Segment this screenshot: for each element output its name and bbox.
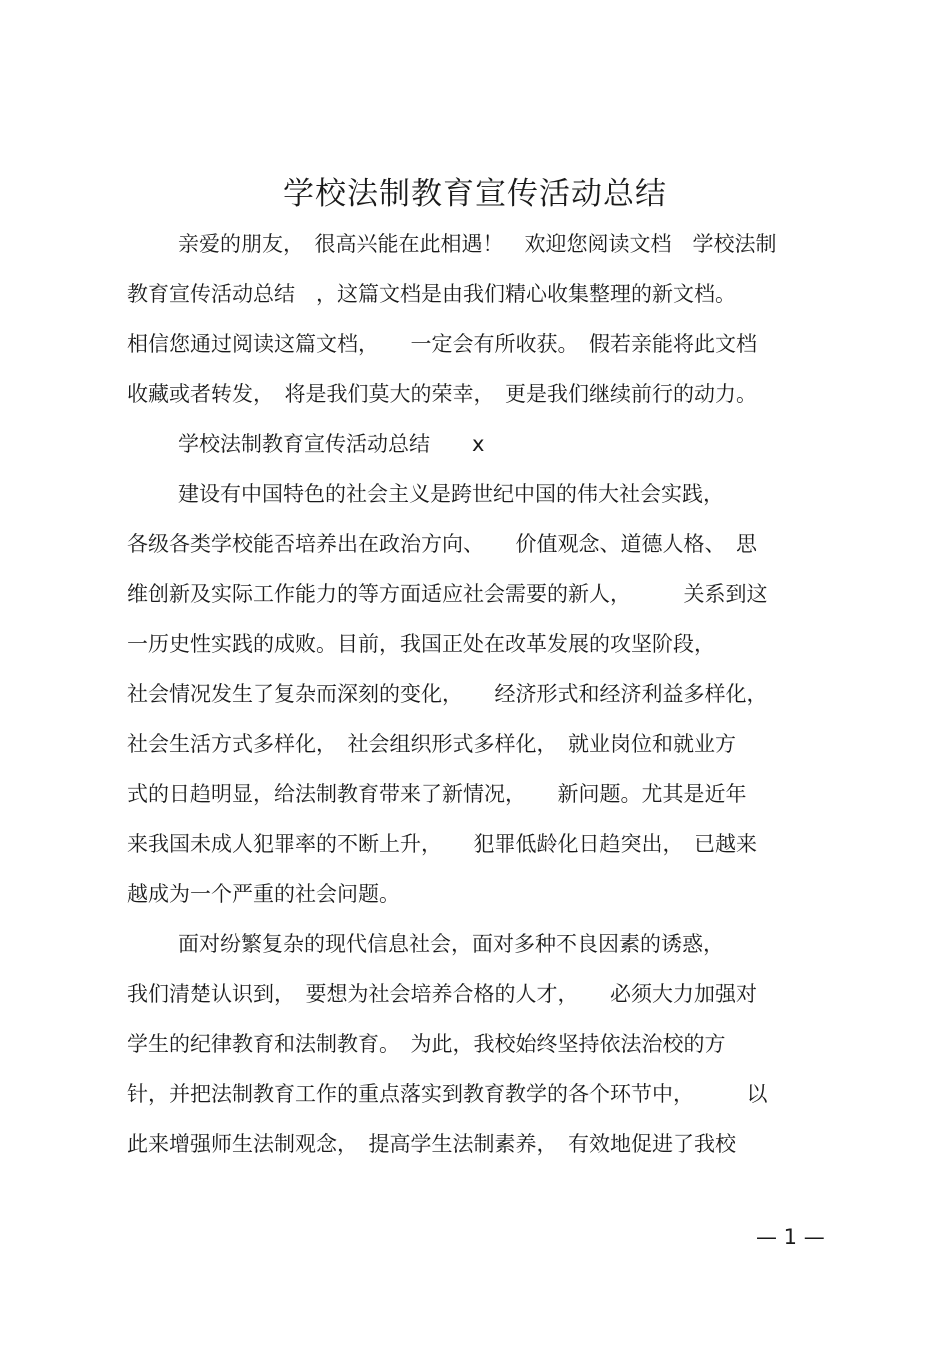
body-line: 教育宣传活动总结 ，这篇文档是由我们精心收集整理的新文档。 [127, 282, 736, 306]
body-line: 针，并把法制教育工作的重点落实到教育教学的各个环节中， 以 [127, 1082, 768, 1106]
body-line: 我们清楚认识到， 要想为社会培养合格的人才， 必须大力加强对 [127, 982, 757, 1006]
body-line: 收藏或者转发， 将是我们莫大的荣幸， 更是我们继续前行的动力。 [127, 382, 757, 406]
body-line: 社会生活方式多样化， 社会组织形式多样化， 就业岗位和就业方 [127, 732, 736, 756]
body-line: 学生的纪律教育和法制教育。 为此，我校始终坚持依法治校的方 [127, 1032, 726, 1056]
body-line: 此来增强师生法制观念， 提高学生法制素养， 有效地促进了我校 [127, 1132, 736, 1156]
body-line: 亲爱的朋友， 很高兴能在此相遇！ 欢迎您阅读文档 学校法制 [178, 232, 777, 256]
body-line: 一历史性实践的成败。目前，我国正处在改革发展的攻坚阶段， [127, 632, 715, 656]
body-line: 来我国未成人犯罪率的不断上升， 犯罪低龄化日趋突出， 已越来 [127, 832, 757, 856]
body-line: 相信您通过阅读这篇文档， 一定会有所收获。 假若亲能将此文档 [127, 332, 757, 356]
body-line: 维创新及实际工作能力的等方面适应社会需要的新人， 关系到这 [127, 582, 768, 606]
body-line: 越成为一个严重的社会问题。 [127, 882, 400, 906]
subtitle-line: 学校法制教育宣传活动总结 x [178, 432, 485, 456]
body-line: 建设有中国特色的社会主义是跨世纪中国的伟大社会实践， [178, 482, 724, 506]
page-number: — 1 — [756, 1225, 825, 1249]
body-line: 面对纷繁复杂的现代信息社会，面对多种不良因素的诱惑， [178, 932, 724, 956]
body-line: 各级各类学校能否培养出在政治方向、 价值观念、道德人格、 思 [127, 532, 757, 556]
body-line: 式的日趋明显，给法制教育带来了新情况， 新问题。尤其是近年 [127, 782, 747, 806]
body-line: 社会情况发生了复杂而深刻的变化， 经济形式和经济利益多样化， [127, 682, 768, 706]
document-title: 学校法制教育宣传活动总结 [283, 176, 667, 212]
